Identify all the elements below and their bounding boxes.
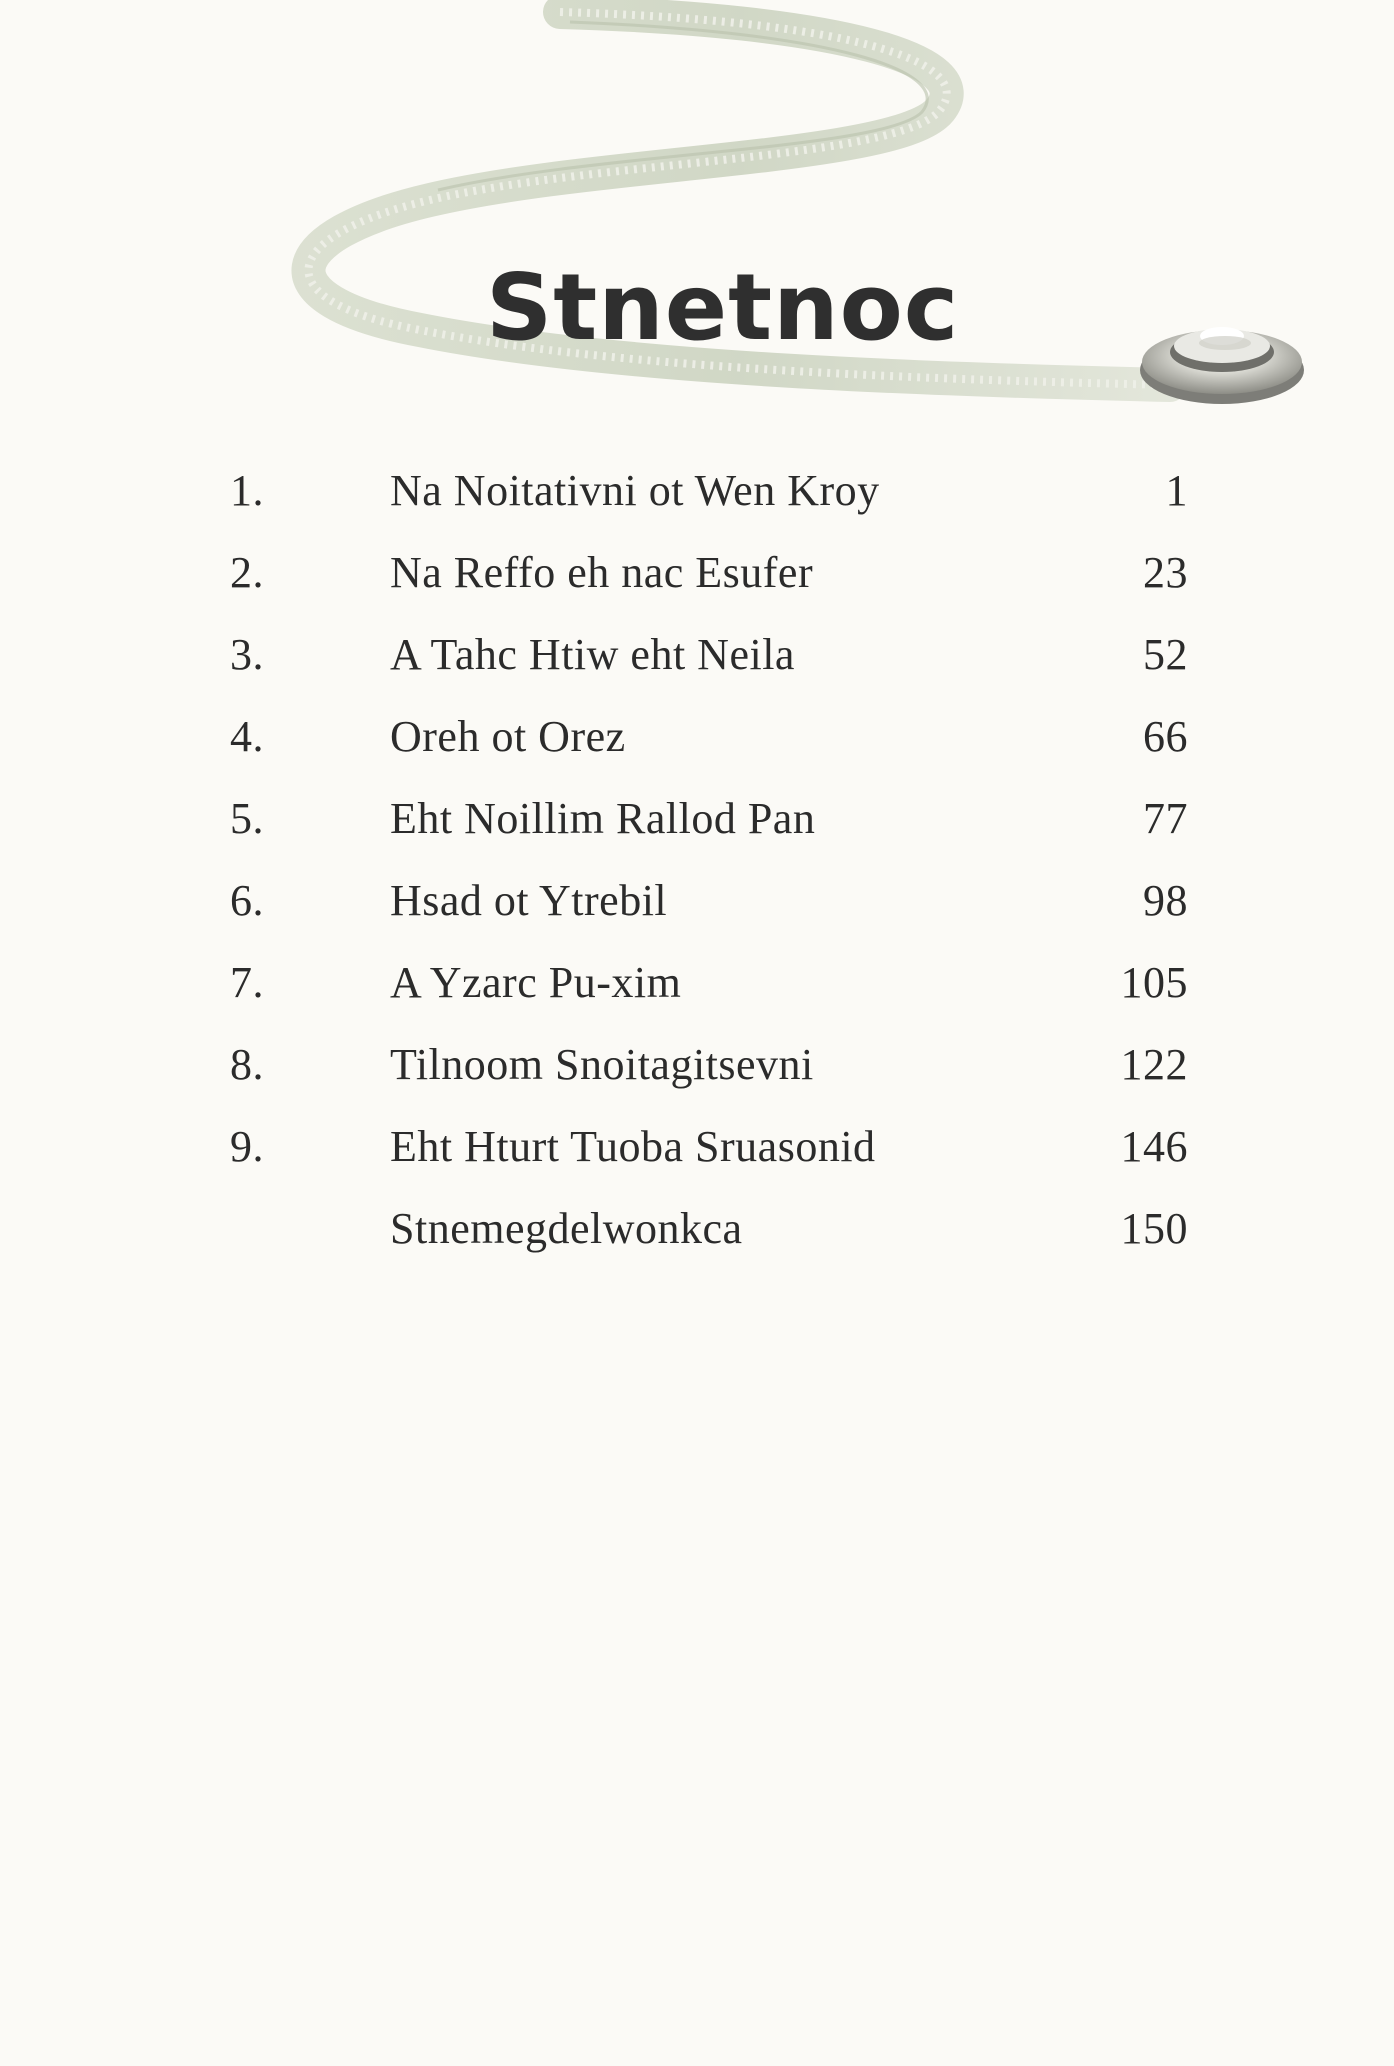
toc-entry-page: 105 (1120, 958, 1188, 1007)
toc-entry-number: 8. (230, 1040, 264, 1089)
page-title: Stnetnoc (486, 254, 960, 361)
toc-entry (0, 1193, 1394, 1275)
toc-entry-number: 9. (230, 1122, 264, 1171)
table-of-contents (0, 455, 1394, 1275)
toc-entry-title: Eht Hturt Tuoba Sruasonid (390, 1122, 876, 1171)
toc-entry-page: 66 (1143, 712, 1188, 761)
toc-entry-title: Stnemegdelwonkca (390, 1204, 743, 1253)
toc-entry (0, 783, 1394, 865)
toc-entry-title: A Yzarc Pu-xim (390, 958, 682, 1007)
toc-entry-page: 150 (1120, 1204, 1188, 1253)
toc-entry-title: Na Noitativni ot Wen Kroy (390, 466, 880, 515)
toc-entry-number: 6. (230, 876, 264, 925)
toc-entry (0, 865, 1394, 947)
toc-entry-page: 23 (1143, 548, 1188, 597)
toc-entry (0, 701, 1394, 783)
toc-entry (0, 619, 1394, 701)
toc-entry-title: Oreh ot Orez (390, 712, 626, 761)
toc-entry-number: 1. (230, 466, 264, 515)
toc-entry-title: Na Reffo eh nac Esufer (390, 548, 814, 597)
toc-entry-number: 2. (230, 548, 264, 597)
toc-entry-title: Tilnoom Snoitagitsevni (390, 1040, 814, 1089)
toc-entry-page: 146 (1120, 1122, 1188, 1171)
toc-entry-page: 1 (1165, 466, 1188, 515)
toc-entry (0, 1029, 1394, 1111)
swirl-ribbon-decoration (0, 0, 1394, 460)
toc-entry (0, 455, 1394, 537)
toc-entry (0, 537, 1394, 619)
toc-entry (0, 1111, 1394, 1193)
toc-entry-title: Eht Noillim Rallod Pan (390, 794, 816, 843)
toc-entry-page: 98 (1143, 876, 1188, 925)
toc-entry-number: 7. (230, 958, 264, 1007)
disc-icon (1140, 327, 1304, 404)
toc-entry-title: Hsad ot Ytrebil (390, 876, 668, 925)
toc-entry-page: 77 (1143, 794, 1188, 843)
toc-entry (0, 947, 1394, 1029)
toc-entry-number: 3. (230, 630, 264, 679)
toc-entry-title: A Tahc Htiw eht Neila (390, 630, 795, 679)
toc-entry-page: 122 (1120, 1040, 1188, 1089)
toc-entry-number: 5. (230, 794, 264, 843)
toc-entry-page: 52 (1143, 630, 1188, 679)
toc-entry-number: 4. (230, 712, 264, 761)
